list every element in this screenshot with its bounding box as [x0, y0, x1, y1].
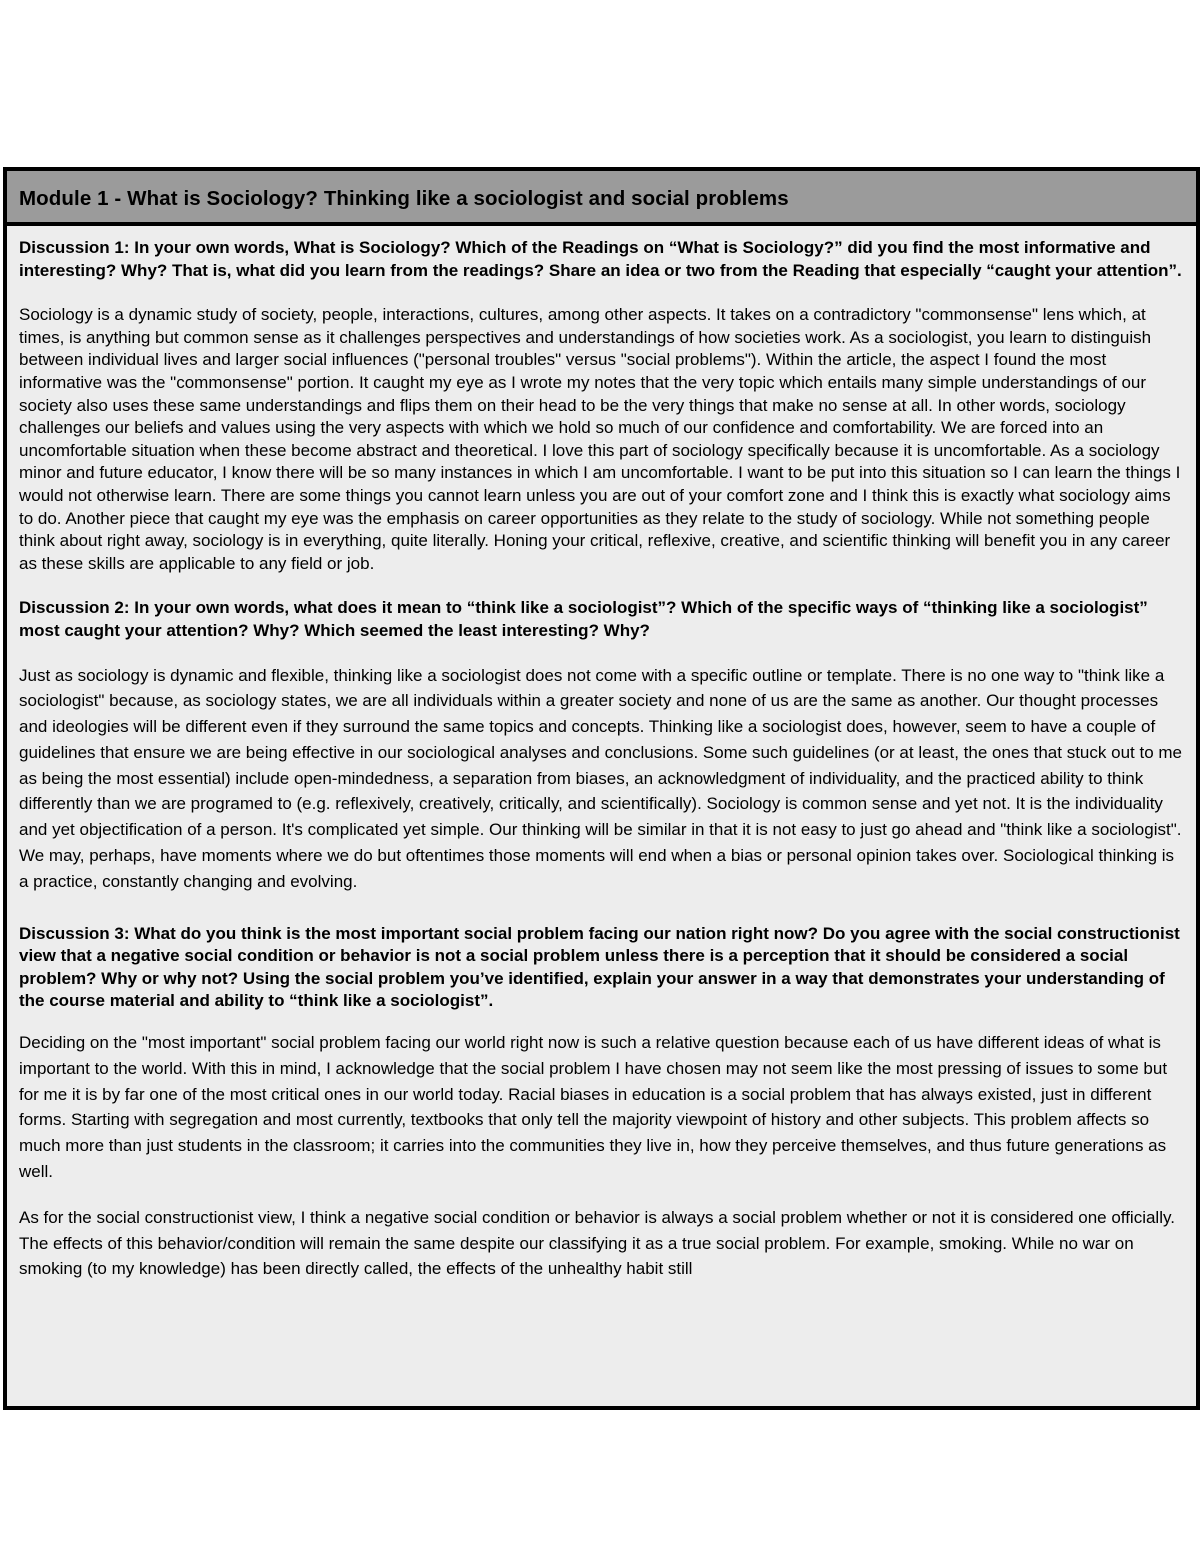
discussion-3-answer-paragraph-1: Deciding on the "most important" social problem facing our world right now is such a relative question because each of us have different ideas of what is important to the world. With this in mind, I acknowledge that the social problem I have chosen may not seem like the most pressing of issues to some but for me it is by far one of the most critical ones in our world today. Racial biases in education is a social problem that has always existed, just in different forms. Starting with segregation and most currently, textbooks that only tell the majority viewpoint of history and other subjects. This problem affects so much more than just students in the classroom; it carries into the communities they live in, how they perceive themselves, and thus future generations as well.	[19, 1033, 1168, 1182]
module-title: Module 1 - What is Sociology? Thinking like a sociologist and social problems	[19, 186, 789, 210]
discussion-1-question: Discussion 1: In your own words, What is Sociology? Which of the Readings on “What is Sociology?” did you find the most informative and interesting? Why? That is, what did you learn from the readings? Share an idea or two from the Reading that especially “caught your attention”.	[19, 238, 1182, 280]
discussion-3-question: Discussion 3: What do you think is the most important social problem facing our nation right now? Do you agree with the social constructionist view that a negative social condition or behavior is not a social problem unless there is a perception that it should be considered a social problem? Why or why not? Using the social problem you’ve identified, explain your answer in a way that demonstrates your understanding of the course material and ability to “think like a sociologist”.	[19, 923, 1180, 1011]
document-content	[7, 226, 1196, 1282]
discussion-1-answer: Sociology is a dynamic study of society, people, interactions, cultures, among other aspects. It takes on a contradictory "commonsense" lens which, at times, is anything but common sense as it challenges perspectives and understandings of how societies work. As a sociologist, you learn to distinguish between individual lives and larger social influences ("personal troubles" versus "social problems"). Within the article, the aspect I found the most informative was the "commonsense" portion. It caught my eye as I wrote my notes that the very topic which entails many simple understandings of our society also uses these same understandings and flips them on their head to be the very things that make no sense at all. In other words, sociology challenges our beliefs and values using the very aspects with which we hold so much of our confidence and comfortability. We are forced into an uncomfortable situation when these become abstract and theoretical. I love this part of sociology specifically because it is uncomfortable. As a sociology minor and future educator, I know there will be so many instances in which I am uncomfortable. I want to be put into this situation so I can learn the things I would not otherwise learn. There are some things you cannot learn unless you are out of your comfort zone and I think this is exactly what sociology aims to do. Another piece that caught my eye was the emphasis on career opportunities as they relate to the study of sociology. While not something people think about right away, sociology is in everything, quite literally. Honing your critical, reflexive, creative, and scientific thinking will benefit you in any career as these skills are applicable to any field or job.	[19, 305, 1181, 573]
module-header	[7, 171, 1196, 226]
discussion-2-answer: Just as sociology is dynamic and flexible, thinking like a sociologist does not come with a specific outline or template. There is no one way to "think like a sociologist" because, as sociology states, we are all individuals within a greater society and none of us are the same as another. Our thought processes and ideologies will be different even if they surround the same topics and concepts. Thinking like a sociologist does, however, seem to have a couple of guidelines that ensure we are being effective in our sociological analyses and conclusions. Some such guidelines (or at least, the ones that stuck out to me as being the most essential) include open-mindedness, a separation from biases, an acknowledgment of individuality, and the practiced ability to think differently than we are programed to (e.g. reflexively, creatively, critically, and scientifically). Sociology is common sense and yet not. It is the individuality and yet objectification of a person. It's complicated yet simple. Our thinking will be similar in that it is not easy to just go ahead and "think like a sociologist". We may, perhaps, have moments where we do but oftentimes those moments will end when a bias or personal opinion takes over. Sociological thinking is a practice, constantly changing and evolving.	[19, 665, 1182, 891]
discussion-2-question: Discussion 2: In your own words, what does it mean to “think like a sociologist”? Which of the specific ways of “thinking like a sociologist” most caught your attention? Why? Which seemed the least interesting? Why?	[19, 598, 1148, 640]
discussion-document	[3, 167, 1200, 1410]
discussion-3-answer-paragraph-2: As for the social constructionist view, I think a negative social condition or behavior is always a social problem whether or not it is considered one officially. The effects of this behavior/condition will remain the same despite our classifying it as a true social problem. For example, smoking. While no war on smoking (to my knowledge) has been directly called, the effects of the unhealthy habit still	[19, 1207, 1175, 1279]
